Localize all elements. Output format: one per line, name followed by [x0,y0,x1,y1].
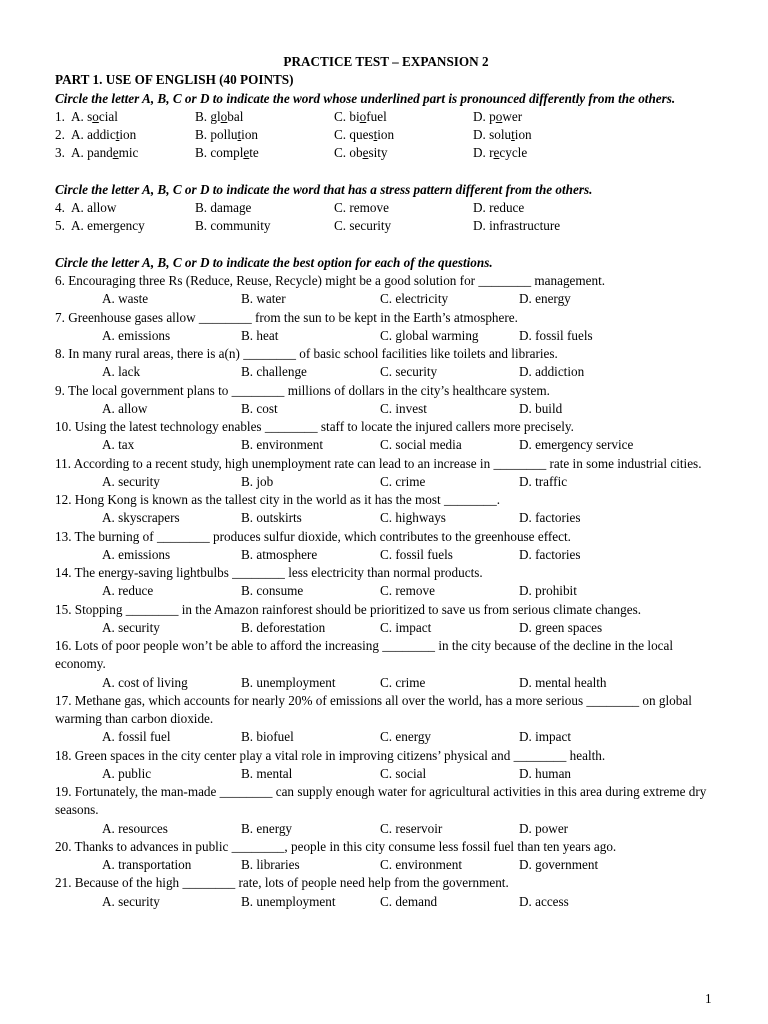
option-b: B. libraries [241,857,300,872]
question-item [55,382,715,419]
option-b: B. mental [241,765,293,781]
question-text: 9. The local government plans to ________ millions of dollars in the city’s healthcare system. [55,382,550,398]
option-b: B. deforestation [241,619,326,635]
option-b: B. challenge [241,364,307,380]
underlined-part: e [493,145,500,161]
question-text: 19. Fortunately, the man-made ________ can supply enough water for agricultural activities in this area during extreme dry seasons. [55,784,707,818]
option-c: C. fossil fuels [380,546,453,562]
option-d: D. fossil fuels [519,327,593,343]
option-a: A. emergency [71,218,145,234]
option-b: B. global [195,108,244,124]
question-item [55,692,715,747]
option-c: C. impact [380,619,432,635]
page-number: 1 [705,991,712,1006]
option-c: C. energy [380,729,432,745]
option-c: C. social media [380,437,462,453]
underlined-part: e [362,145,369,161]
option-d: D. recycle [473,145,528,161]
option-b: B. atmosphere [241,546,318,562]
option-b: B. unemployment [241,893,336,909]
option-b: B. environment [241,437,324,453]
option-d: D. power [473,108,523,124]
option-c: C. electricity [380,291,449,307]
question-row [55,144,715,162]
option-c: C. highways [380,510,446,526]
question-text: 18. Green spaces in the city center play a vital role in improving citizens’ physical and ________ health. [55,747,606,763]
option-b: B. biofuel [241,729,294,745]
question-item [55,838,715,875]
option-d: D. addiction [519,364,585,380]
pronunciation-section [55,108,715,163]
options-row [55,674,715,692]
option-c: C. environment [380,857,463,872]
question-text: 20. Thanks to advances in public ________, people in this city consume less fossil fuel than ten years ago. [55,838,617,854]
option-b: B. outskirts [241,510,302,526]
question-text: 8. In many rural areas, there is a(n) ________ of basic school facilities like toilets and libraries. [55,346,558,361]
option-a: A. emissions [102,327,171,343]
option-a: A. security [102,473,160,489]
question-item [55,418,715,455]
option-c: C. obesity [334,145,388,161]
underlined-part: t [373,127,378,142]
option-a: A. pandemic [71,145,139,161]
question-row [55,199,715,217]
question-item [55,272,715,309]
option-a: A. public [102,765,152,781]
option-c: C. global warming [380,327,479,343]
option-d: D. human [519,765,572,781]
instruction-pronunciation: Circle the letter A, B, C or D to indicate the word whose underlined part is pronounced differently from the others. [55,90,676,106]
underlined-part: o [359,108,367,124]
options-row [55,893,715,911]
option-a: A. reduce [102,583,154,599]
question-item [55,309,715,346]
option-d: D. prohibit [519,583,577,599]
option-d: D. government [519,857,599,872]
options-row [55,363,715,381]
option-d: D. energy [519,291,571,307]
option-a: A. allow [71,200,117,215]
question-number: 5. [55,218,65,234]
question-text: 15. Stopping ________ in the Amazon rainforest should be prioritized to save us from serious climate changes. [55,601,641,617]
option-a: A. cost of living [102,674,188,690]
option-a: A. resources [102,820,168,836]
part-heading: PART 1. USE OF ENGLISH (40 POINTS) [55,72,294,88]
question-item [55,491,715,528]
question-item [55,637,715,692]
question-item [55,564,715,601]
option-b: B. heat [241,327,279,343]
option-c: C. crime [380,674,426,690]
option-a: A. security [102,619,160,635]
option-c: C. crime [380,473,426,489]
option-d: D. factories [519,546,581,562]
option-b: B. energy [241,820,293,836]
option-c: C. demand [380,893,438,909]
question-item [55,345,715,382]
question-text: 14. The energy-saving lightbulbs ________ less electricity than normal products. [55,565,483,580]
underlined-part: e [112,145,119,161]
options-row [55,728,715,746]
question-number: 4. [55,200,65,215]
question-row [55,217,715,235]
option-c: C. remove [334,200,389,215]
question-number: 3. [55,145,65,161]
option-d: D. power [519,820,569,836]
instruction-best-option: Circle the letter A, B, C or D to indicate the best option for each of the questions. [55,254,493,270]
option-b: B. cost [241,400,278,416]
underlined-part: o [220,108,228,124]
option-b: B. consume [241,583,304,599]
option-c: C. biofuel [334,108,387,124]
option-d: D. traffic [519,473,568,489]
question-text: 13. The burning of ________ produces sulfur dioxide, which contributes to the greenhouse effect. [55,528,571,544]
options-row [55,327,715,345]
option-a: A. waste [102,291,149,307]
question-item [55,528,715,565]
options-row [55,509,715,527]
options-row [55,400,715,418]
question-text: 7. Greenhouse gases allow ________ from the sun to be kept in the Earth’s atmosphere. [55,309,518,325]
option-b: B. pollution [195,127,259,142]
question-text: 16. Lots of poor people won’t be able to afford the increasing ________ in the city because of the decline in the local economy. [55,638,674,672]
worksheet-page [55,53,715,911]
underlined-part: t [511,127,515,142]
options-row [55,856,715,874]
options-row [55,582,715,600]
option-b: B. unemployment [241,674,336,690]
option-c: C. social [380,765,427,781]
option-a: A. tax [102,437,135,453]
page-title: PRACTICE TEST – EXPANSION 2 [283,54,489,69]
question-item [55,601,715,638]
multiple-choice-section [55,272,715,911]
underlined-part: e [243,145,250,161]
option-a: A. lack [102,364,141,380]
option-a: A. allow [102,400,148,416]
option-d: D. solution [473,127,532,142]
underlined-part: o [92,108,99,124]
options-row [55,473,715,491]
question-row [55,108,715,126]
question-item [55,455,715,492]
question-item [55,874,715,911]
options-row [55,765,715,783]
option-c: C. question [334,127,395,142]
underlined-part: t [237,127,242,142]
option-a: A. security [102,893,160,909]
options-row [55,290,715,308]
option-c: C. reservoir [380,820,443,836]
option-b: B. community [195,218,271,234]
underlined-part: o [495,108,503,124]
option-d: D. emergency service [519,437,634,453]
option-d: D. reduce [473,200,525,215]
option-a: A. skyscrapers [102,510,180,526]
option-b: B. water [241,291,286,307]
question-item [55,783,715,838]
option-a: A. emissions [102,546,171,562]
option-b: B. job [241,473,274,489]
question-number: 2. [55,127,65,142]
option-d: D. build [519,400,563,416]
question-row [55,126,715,144]
option-c: C. invest [380,400,427,416]
instruction-stress: Circle the letter A, B, C or D to indicate the word that has a stress pattern different from the others. [55,181,593,197]
stress-section [55,199,715,236]
question-text: 17. Methane gas, which accounts for nearly 20% of emissions all over the world, has a more serious ________ on global warming than carbon dioxide. [55,692,692,726]
option-b: B. complete [195,145,259,161]
option-c: C. remove [380,583,435,599]
option-a: A. social [71,108,118,124]
options-row [55,619,715,637]
question-text: 6. Encouraging three Rs (Reduce, Reuse, Recycle) might be a good solution for ________ management. [55,273,606,288]
options-row [55,436,715,454]
underlined-part: t [115,127,120,142]
question-text: 12. Hong Kong is known as the tallest city in the world as it has the most ________. [55,492,501,507]
question-text: 21. Because of the high ________ rate, lots of people need help from the government. [55,875,509,891]
option-a: A. transportation [102,857,192,872]
options-row [55,546,715,564]
option-c: C. security [380,364,438,380]
option-b: B. damage [195,200,252,215]
option-d: D. impact [519,729,572,745]
option-d: D. mental health [519,674,607,690]
option-a: A. fossil fuel [102,729,171,745]
option-d: D. factories [519,510,581,526]
option-a: A. addiction [71,127,137,142]
option-d: D. infrastructure [473,218,561,234]
option-c: C. security [334,218,392,234]
option-d: D. green spaces [519,619,603,635]
option-d: D. access [519,893,569,909]
question-text: 11. According to a recent study, high unemployment rate can lead to an increase in ________ rate in some industrial cities. [55,455,702,471]
question-number: 1. [55,108,65,124]
question-text: 10. Using the latest technology enables ________ staff to locate the injured callers more precisely. [55,419,574,434]
options-row [55,820,715,838]
question-item [55,747,715,784]
